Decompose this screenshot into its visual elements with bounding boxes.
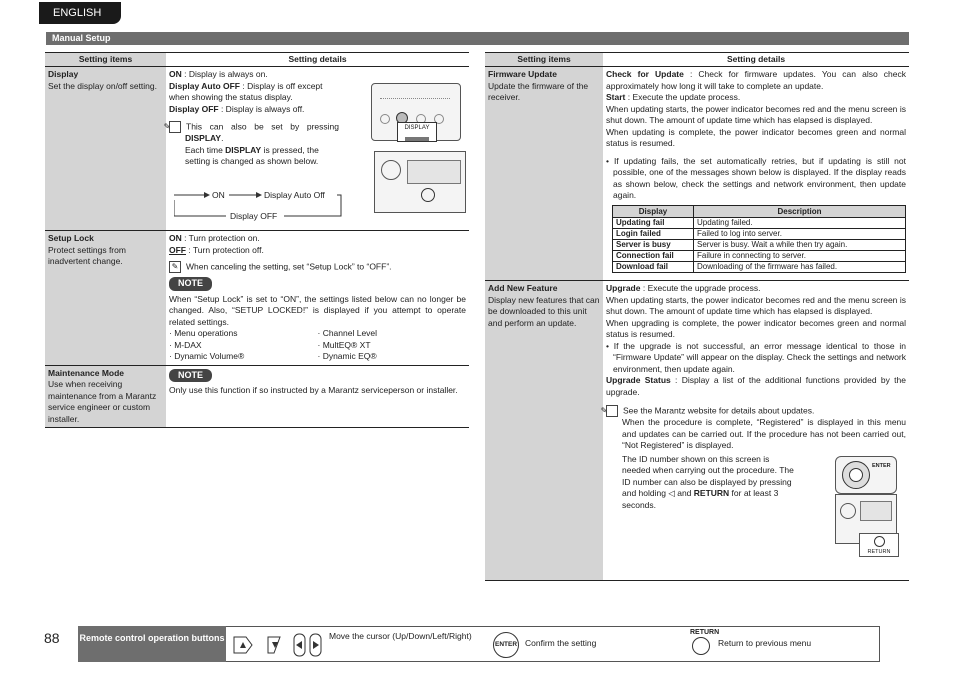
bullet-text: • If updating fails, the set automatically retries, but if updating is still not possible, one of the messages shown below is displayed. If the display reads as shown below, check the settings and network environment, then update again. <box>606 155 906 200</box>
status-code: Login failed <box>613 229 694 240</box>
callout-label: DISPLAY <box>404 125 430 131</box>
confirm-text: Confirm the setting <box>525 638 597 648</box>
tip-text: for at least 3 seconds. <box>622 488 779 510</box>
status-row <box>613 218 906 229</box>
option-text: : Display a list of the additional functions provided by the upgrade. <box>606 375 906 397</box>
tip-text: Each time <box>185 144 226 155</box>
move-cursor-text: Move the cursor (Up/Down/Left/Right) <box>329 631 472 641</box>
enter-callout-label: ENTER <box>872 463 891 469</box>
paragraph: When upgrading is complete, the power indicator becomes green and normal status is resumed. <box>606 317 906 339</box>
table-row <box>45 67 469 231</box>
option-text: : Turn protection on. <box>181 233 260 243</box>
page-number: 88 <box>44 630 60 646</box>
option-label: Start <box>606 92 626 102</box>
cycle-auto-off: Display Auto Off <box>264 190 325 200</box>
setting-name: Firmware Update <box>488 69 557 79</box>
cycle-display-off: Display OFF <box>230 211 278 221</box>
option-label: ON <box>169 233 182 243</box>
language-tab: ENGLISH <box>39 2 121 24</box>
return-callout <box>859 533 899 557</box>
setting-name: Add New Feature <box>488 283 558 293</box>
right-settings-table <box>485 52 909 581</box>
note-text: Only use this function if so instructed by a Marantz serviceperson or installer. <box>169 385 458 395</box>
list-item: · MultEQ® XT <box>317 339 371 350</box>
legend-title: Remote control operation buttons <box>78 626 226 662</box>
status-code: Updating fail <box>613 218 694 229</box>
status-code: Download fail <box>613 262 694 273</box>
option-label: Display Auto OFF <box>169 80 240 91</box>
list-item: · Channel Level <box>317 328 378 338</box>
paragraph: When updating starts, the power indicator becomes red and the menu screen is shut down. The amount of update time which has elapsed is displayed. <box>606 103 906 125</box>
cursor-buttons-icon <box>232 632 324 663</box>
paragraph: When updating is complete, the power indicator becomes green and normal status is resumed. <box>606 126 906 148</box>
section-title: Manual Setup <box>46 32 909 45</box>
setting-name: Maintenance Mode <box>48 367 125 378</box>
status-code: Connection fail <box>613 251 694 262</box>
option-text: : Execute the upgrade process. <box>640 283 761 293</box>
tip-text: The ID number shown on this screen is needed when carrying out the procedure. The ID number can also be displayed by pressing and holding ◁ and <box>622 453 794 498</box>
col-header-items: Setting items <box>45 53 166 67</box>
pencil-icon: ✎ <box>606 405 618 417</box>
option-label: Check for Update <box>606 69 684 79</box>
tip-text: When the procedure is complete, “Registered” is displayed in this menu and updates can be carried out. If the procedure has not been carried out, “Not Registered” is displayed. <box>622 417 906 450</box>
enter-button-icon <box>849 468 863 482</box>
status-col-description: Description <box>694 205 906 218</box>
display-cycle-diagram <box>174 190 344 222</box>
note-badge: NOTE <box>169 369 212 383</box>
tip-text: . <box>221 133 224 143</box>
option-label: Upgrade Status <box>606 375 671 385</box>
option-text: : Execute the update process. <box>625 92 741 102</box>
setting-desc: Protect settings from inadvertent change. <box>48 244 126 266</box>
option-text: : Display is always off. <box>218 103 305 114</box>
status-row <box>613 240 906 251</box>
table-row <box>45 231 469 366</box>
tip-text: This can also be set by pressing <box>186 121 339 132</box>
status-desc: Server is busy. Wait a while then try again. <box>694 240 906 251</box>
note-text: When “Setup Lock” is set to “ON”, the settings listed below can no longer be changed. Also, “SETUP LOCKED!” is displayed if you attempt to operate related settings. <box>169 293 466 327</box>
enter-button-label: ENTER <box>494 641 518 648</box>
option-text: : Display is always on. <box>181 69 268 79</box>
tip-text: When canceling the setting, set “Setup Lock” to “OFF”. <box>186 261 392 272</box>
option-label: Display OFF <box>169 103 219 114</box>
setting-desc: Set the display on/off setting. <box>48 80 157 91</box>
status-row <box>613 251 906 262</box>
paragraph: When updating starts, the power indicator becomes red and the menu screen is shut down. The amount of update time which has elapsed is displayed. <box>606 294 906 316</box>
setting-desc: Display new features that can be downloaded to this unit and perform an update. <box>488 294 600 328</box>
key-name: RETURN <box>693 488 730 498</box>
return-button-icon <box>874 536 885 547</box>
option-text: : Check for firmware updates. You can also check approximately how long it will take to complete an update. <box>606 69 907 91</box>
option-label: OFF <box>169 244 186 255</box>
display-button-callout <box>397 122 437 142</box>
option-label: ON <box>169 69 182 79</box>
key-name: DISPLAY <box>225 144 262 155</box>
option-text: : Turn protection off. <box>186 244 264 255</box>
status-row <box>613 229 906 240</box>
list-item: · M-DAX <box>169 339 202 350</box>
col-header-details: Setting details <box>166 53 469 67</box>
status-code: Server is busy <box>613 240 694 251</box>
status-col-display: Display <box>613 205 694 218</box>
remote-enter-illustration <box>835 456 897 494</box>
return-callout-label: RETURN <box>867 549 891 555</box>
tip-text: See the Marantz website for details about updates. <box>623 405 815 416</box>
table-row <box>45 365 469 428</box>
table-row <box>485 67 909 281</box>
return-text: Return to previous menu <box>718 638 812 648</box>
option-text: : Display is off except when showing the status display. <box>169 80 323 102</box>
pencil-icon: ✎ <box>169 121 181 133</box>
list-item: · Dynamic EQ® <box>317 351 377 361</box>
locked-settings-list <box>169 328 466 363</box>
note-badge: NOTE <box>169 277 212 291</box>
table-row <box>485 281 909 581</box>
return-key-label: RETURN <box>690 629 720 636</box>
setting-desc: Update the firmware of the receiver. <box>488 80 589 102</box>
list-item: · Menu operations <box>169 328 238 338</box>
setting-desc: Use when receiving maintenance from a Marantz service engineer or custom installer. <box>48 379 157 424</box>
enter-button-icon <box>493 632 519 658</box>
status-desc: Downloading of the firmware has failed. <box>694 262 906 273</box>
tip-text: is pressed, the setting is changed as shown below. <box>185 144 319 166</box>
receiver-illustration <box>374 125 466 213</box>
return-button-icon <box>692 637 710 655</box>
col-header-details: Setting details <box>603 53 909 67</box>
status-desc: Failed to log into server. <box>694 229 906 240</box>
setting-name: Setup Lock <box>48 233 94 243</box>
option-label: Upgrade <box>606 283 641 293</box>
status-desc: Updating failed. <box>694 218 906 229</box>
bullet-text: • If the upgrade is not successful, an error message identical to those in “Firmware Update” will appear on the display. Check the settings and network environment, then update again. <box>606 340 906 374</box>
status-row <box>613 262 906 273</box>
col-header-items: Setting items <box>485 53 603 67</box>
pencil-icon: ✎ <box>169 261 181 273</box>
status-desc: Failure in connecting to server. <box>694 251 906 262</box>
cycle-on: ON <box>212 190 225 200</box>
status-messages-table <box>612 205 906 274</box>
setting-name: Display <box>48 69 79 79</box>
list-item: · Dynamic Volume® <box>169 351 245 361</box>
left-settings-table <box>45 52 469 428</box>
key-name: DISPLAY <box>185 133 222 143</box>
